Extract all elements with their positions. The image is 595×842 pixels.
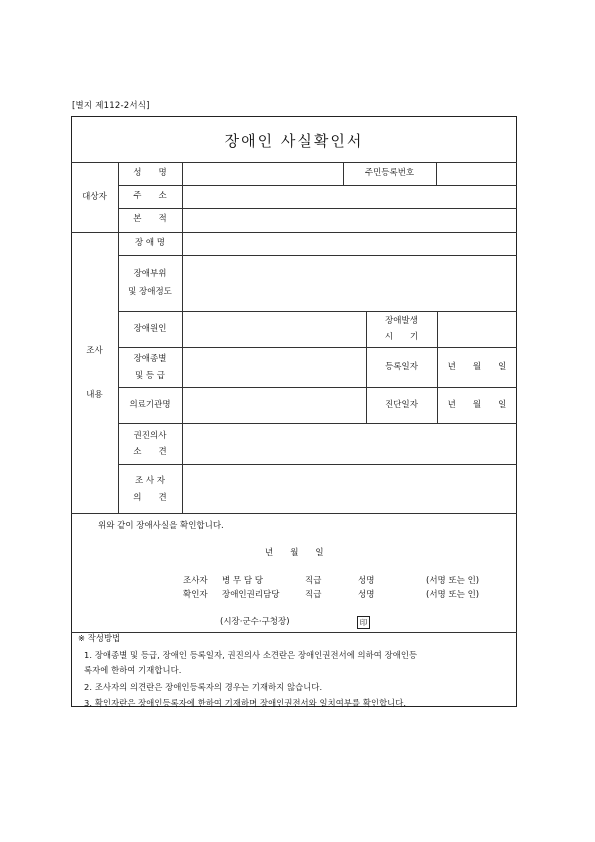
- confirmer-rank[interactable]: 직급: [305, 590, 322, 600]
- confirmer-role: 확인자: [183, 590, 208, 600]
- confirmer-sign[interactable]: (서명 또는 인): [426, 590, 480, 600]
- onset-field[interactable]: [438, 312, 516, 346]
- investigator-opinion-field[interactable]: [183, 465, 516, 512]
- investigation-group-label-top: 조사: [86, 346, 103, 356]
- confirmer-dept: 장애인권리담당: [222, 590, 280, 600]
- type-grade-field[interactable]: [183, 348, 365, 386]
- investigator-role: 조사자: [183, 576, 208, 586]
- subject-group-label: 대상자: [82, 192, 107, 202]
- investigator-opinion-label-1: 조 사 자: [134, 476, 166, 486]
- confirmer-name[interactable]: 성명: [358, 590, 375, 600]
- doctor-opinion-field[interactable]: [183, 424, 516, 463]
- name-field[interactable]: [183, 163, 342, 184]
- area-degree-label-1: 장애부위: [133, 269, 167, 279]
- type-grade-label-2: 및 등 급: [134, 371, 166, 381]
- reg-date-value[interactable]: 년 월 일: [447, 362, 507, 372]
- rule-inv-bottom: [71, 513, 517, 514]
- rrn-field[interactable]: [437, 163, 516, 184]
- onset-label-2: 시 기: [384, 332, 419, 342]
- note-line-2: 2. 조사자의 의견란은 장애인등록자의 경우는 기재하지 않습니다.: [84, 682, 323, 692]
- investigator-name[interactable]: 성명: [358, 576, 375, 586]
- onset-label-1: 장애발생: [385, 316, 418, 326]
- confirmation-date[interactable]: 년 월 일: [265, 548, 324, 558]
- doctor-opinion-label-2: 소 견: [133, 447, 167, 457]
- cause-label: 장애원인: [133, 324, 167, 334]
- rule-notes-top: [71, 632, 517, 633]
- investigator-rank[interactable]: 직급: [305, 576, 322, 586]
- type-grade-label-1: 장애종별: [133, 354, 167, 364]
- domicile-field[interactable]: [183, 209, 516, 231]
- reg-date-label: 등록일자: [385, 362, 418, 372]
- address-field[interactable]: [183, 186, 516, 207]
- investigation-group-label-bottom: 내용: [86, 390, 103, 400]
- investigator-sign[interactable]: (서명 또는 인): [426, 576, 480, 586]
- address-label: 주 소: [133, 191, 167, 201]
- name-label: 성 명: [133, 168, 167, 178]
- note-line-3: 3. 확인자란은 장애인등록자에 한하여 기재하며 장애인권전서와 일치여부를 확인합니다.: [84, 698, 407, 708]
- document-title: 장애인 사실확인서: [224, 132, 364, 150]
- domicile-label: 본 적: [133, 214, 167, 224]
- investigator-opinion-label-2: 의 견: [133, 493, 167, 503]
- notes-heading: ※ 작성방법: [78, 633, 121, 643]
- institution-field[interactable]: [183, 388, 365, 422]
- area-degree-field[interactable]: [183, 256, 516, 310]
- note-line-1a: 1. 장애종별 및 등급, 장애인 등록일자, 권진의사 소견란은 장애인권전서에 의하여 장애인등: [84, 650, 418, 660]
- authority-label: (시장·군수·구청장): [220, 617, 290, 627]
- confirmation-statement: 위와 같이 장애사실을 확인합니다.: [98, 521, 224, 531]
- rrn-label: 주민등록번호: [364, 168, 415, 178]
- institution-label: 의료기관명: [129, 400, 171, 410]
- diag-date-label: 진단일자: [385, 400, 418, 410]
- area-degree-label-2: 및 장애정도: [128, 287, 172, 297]
- disability-name-label: 장 애 명: [134, 238, 166, 248]
- doctor-opinion-label-1: 권진의사: [133, 431, 167, 441]
- cause-field[interactable]: [183, 312, 365, 346]
- form-id: [별지 제112-2서식]: [72, 101, 150, 111]
- investigator-dept: 병 무 담 당: [222, 576, 263, 586]
- seal-mark: 印: [357, 616, 370, 629]
- disability-name-field[interactable]: [183, 233, 516, 254]
- diag-date-value[interactable]: 년 월 일: [447, 400, 507, 410]
- note-line-1b: 록자에 한하여 기재합니다.: [84, 665, 182, 675]
